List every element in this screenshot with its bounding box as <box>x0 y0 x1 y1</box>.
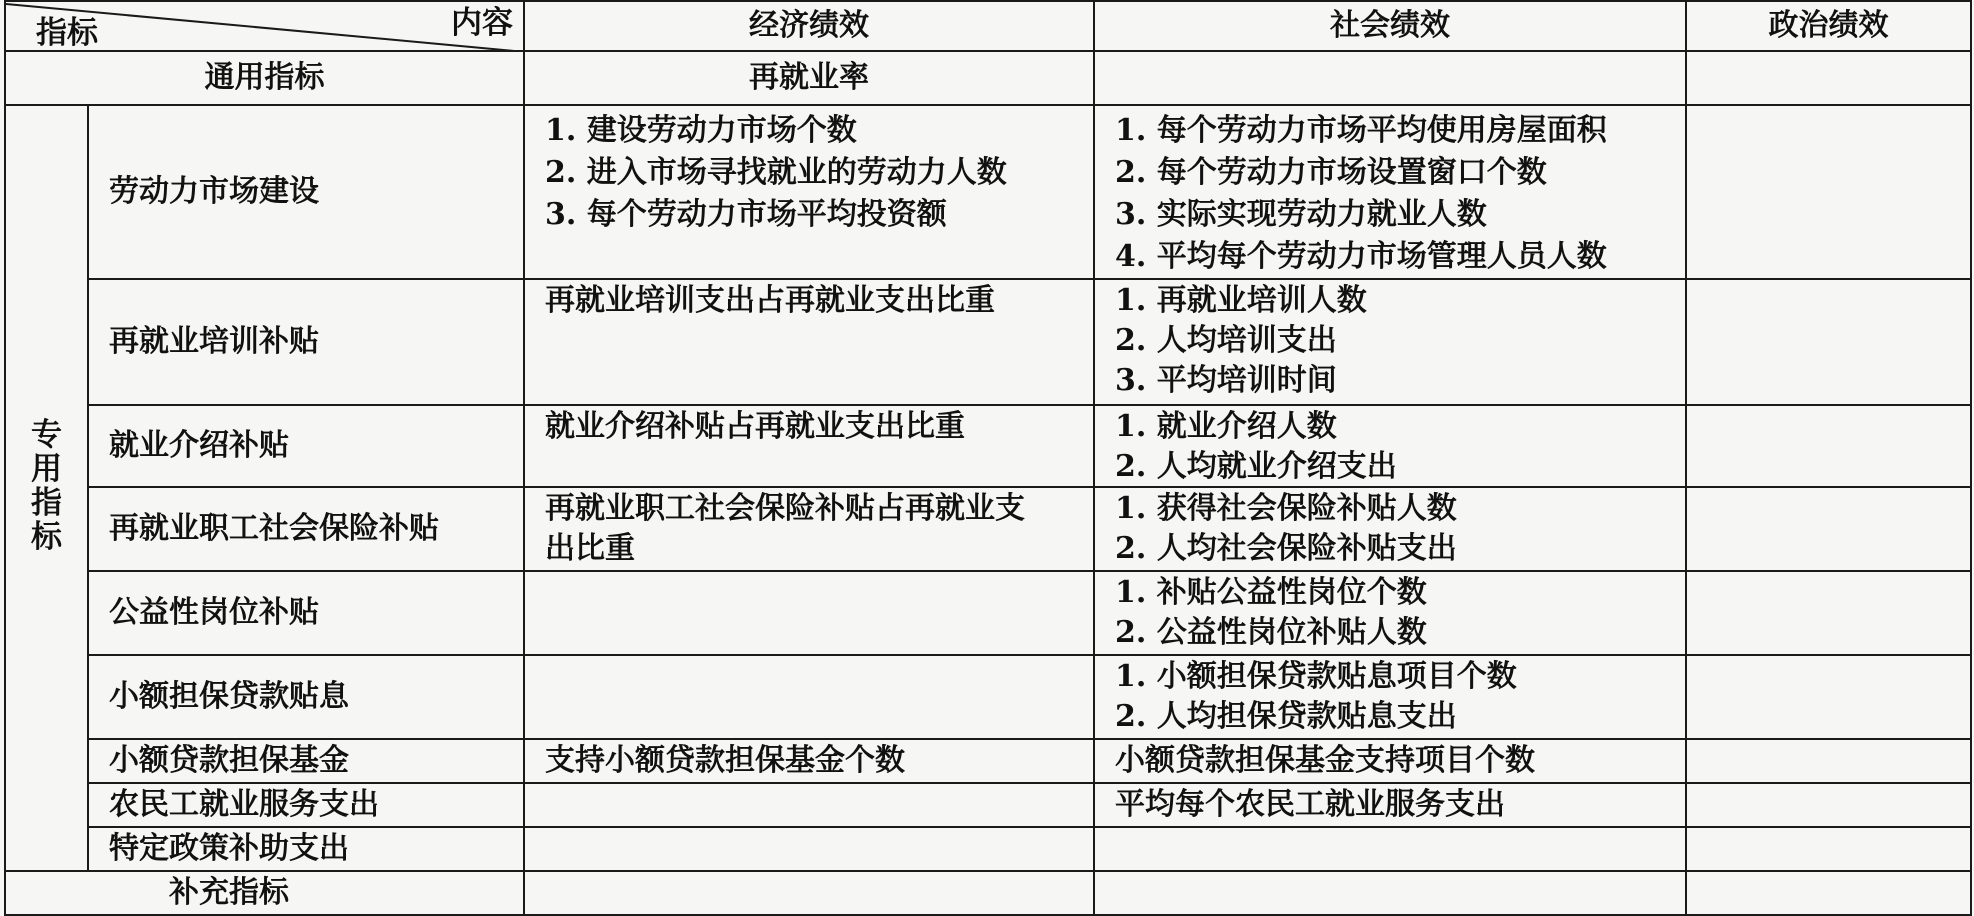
special-item: 就业介绍补贴 <box>88 405 524 487</box>
special-row <box>5 783 1971 827</box>
diag-label-indicator: 指标 <box>36 15 98 51</box>
special-political <box>1686 783 1971 827</box>
supplementary-social <box>1094 871 1686 915</box>
special-social: 平均每个农民工就业服务支出 <box>1094 783 1686 827</box>
social-line: 1. 每个劳动力市场平均使用房屋面积 <box>1115 113 1607 148</box>
general-economic: 再就业率 <box>524 51 1094 105</box>
special-political <box>1686 105 1971 279</box>
header-social: 社会绩效 <box>1094 1 1686 51</box>
special-row <box>5 739 1971 783</box>
economic-line: 就业介绍补贴占再就业支出比重 <box>545 409 965 444</box>
special-economic: 支持小额贷款担保基金个数 <box>524 739 1094 783</box>
social-line: 1. 获得社会保险补贴人数 <box>1115 491 1457 526</box>
social-line: 2. 人均社会保险补贴支出 <box>1115 531 1457 566</box>
social-line: 1. 小额担保贷款贴息项目个数 <box>1115 659 1517 694</box>
social-line: 2. 人均就业介绍支出 <box>1115 449 1397 484</box>
special-row <box>5 105 1971 279</box>
special-social <box>1094 571 1686 655</box>
special-political <box>1686 571 1971 655</box>
supplementary-political <box>1686 871 1971 915</box>
special-economic <box>524 279 1094 405</box>
special-item: 再就业培训补贴 <box>88 279 524 405</box>
special-row <box>5 279 1971 405</box>
performance-indicator-table <box>4 0 1972 916</box>
special-row <box>5 655 1971 739</box>
special-label <box>5 105 88 871</box>
supplementary-economic <box>524 871 1094 915</box>
economic-line: 2. 进入市场寻找就业的劳动力人数 <box>545 155 1007 190</box>
special-social <box>1094 487 1686 571</box>
special-economic <box>524 405 1094 487</box>
special-economic <box>524 655 1094 739</box>
diag-label-content: 内容 <box>451 5 513 41</box>
special-political <box>1686 279 1971 405</box>
special-item: 农民工就业服务支出 <box>88 783 524 827</box>
special-social <box>1094 279 1686 405</box>
social-line: 1. 就业介绍人数 <box>1115 409 1337 444</box>
special-social <box>1094 827 1686 871</box>
social-line: 2. 每个劳动力市场设置窗口个数 <box>1115 155 1547 190</box>
special-social <box>1094 655 1686 739</box>
special-item: 特定政策补助支出 <box>88 827 524 871</box>
special-economic <box>524 105 1094 279</box>
social-line: 2. 人均培训支出 <box>1115 323 1337 358</box>
supplementary-row <box>5 871 1971 915</box>
social-line: 2. 公益性岗位补贴人数 <box>1115 615 1427 650</box>
special-item: 再就业职工社会保险补贴 <box>88 487 524 571</box>
special-row <box>5 487 1971 571</box>
economic-line: 再就业培训支出占再就业支出比重 <box>545 283 995 318</box>
special-political <box>1686 827 1971 871</box>
general-political <box>1686 51 1971 105</box>
social-line: 3. 实际实现劳动力就业人数 <box>1115 197 1487 232</box>
economic-line: 再就业职工社会保险补贴占再就业支 <box>545 491 1025 526</box>
special-social: 小额贷款担保基金支持项目个数 <box>1094 739 1686 783</box>
special-political <box>1686 487 1971 571</box>
social-line: 4. 平均每个劳动力市场管理人员人数 <box>1115 239 1607 274</box>
general-social <box>1094 51 1686 105</box>
special-social <box>1094 105 1686 279</box>
header-row <box>5 1 1971 51</box>
special-political <box>1686 405 1971 487</box>
special-political <box>1686 655 1971 739</box>
header-political: 政治绩效 <box>1686 1 1971 51</box>
social-line: 1. 补贴公益性岗位个数 <box>1115 575 1427 610</box>
economic-line: 出比重 <box>545 531 635 566</box>
special-row <box>5 571 1971 655</box>
social-line: 1. 再就业培训人数 <box>1115 283 1367 318</box>
special-social <box>1094 405 1686 487</box>
economic-line: 1. 建设劳动力市场个数 <box>545 113 857 148</box>
header-economic: 经济绩效 <box>524 1 1094 51</box>
supplementary-label: 补充指标 <box>5 871 524 915</box>
special-economic <box>524 783 1094 827</box>
special-economic <box>524 487 1094 571</box>
social-line: 2. 人均担保贷款贴息支出 <box>1115 699 1457 734</box>
special-row <box>5 827 1971 871</box>
special-item: 小额贷款担保基金 <box>88 739 524 783</box>
economic-line: 3. 每个劳动力市场平均投资额 <box>545 197 947 232</box>
special-row <box>5 405 1971 487</box>
special-item: 公益性岗位补贴 <box>88 571 524 655</box>
general-row <box>5 51 1971 105</box>
special-economic <box>524 571 1094 655</box>
special-item: 劳动力市场建设 <box>88 105 524 279</box>
social-line: 3. 平均培训时间 <box>1115 363 1337 398</box>
special-political <box>1686 739 1971 783</box>
special-label-text: 专用指标 <box>31 416 62 555</box>
diagonal-header-cell <box>5 1 524 51</box>
special-item: 小额担保贷款贴息 <box>88 655 524 739</box>
special-economic <box>524 827 1094 871</box>
general-label: 通用指标 <box>5 51 524 105</box>
